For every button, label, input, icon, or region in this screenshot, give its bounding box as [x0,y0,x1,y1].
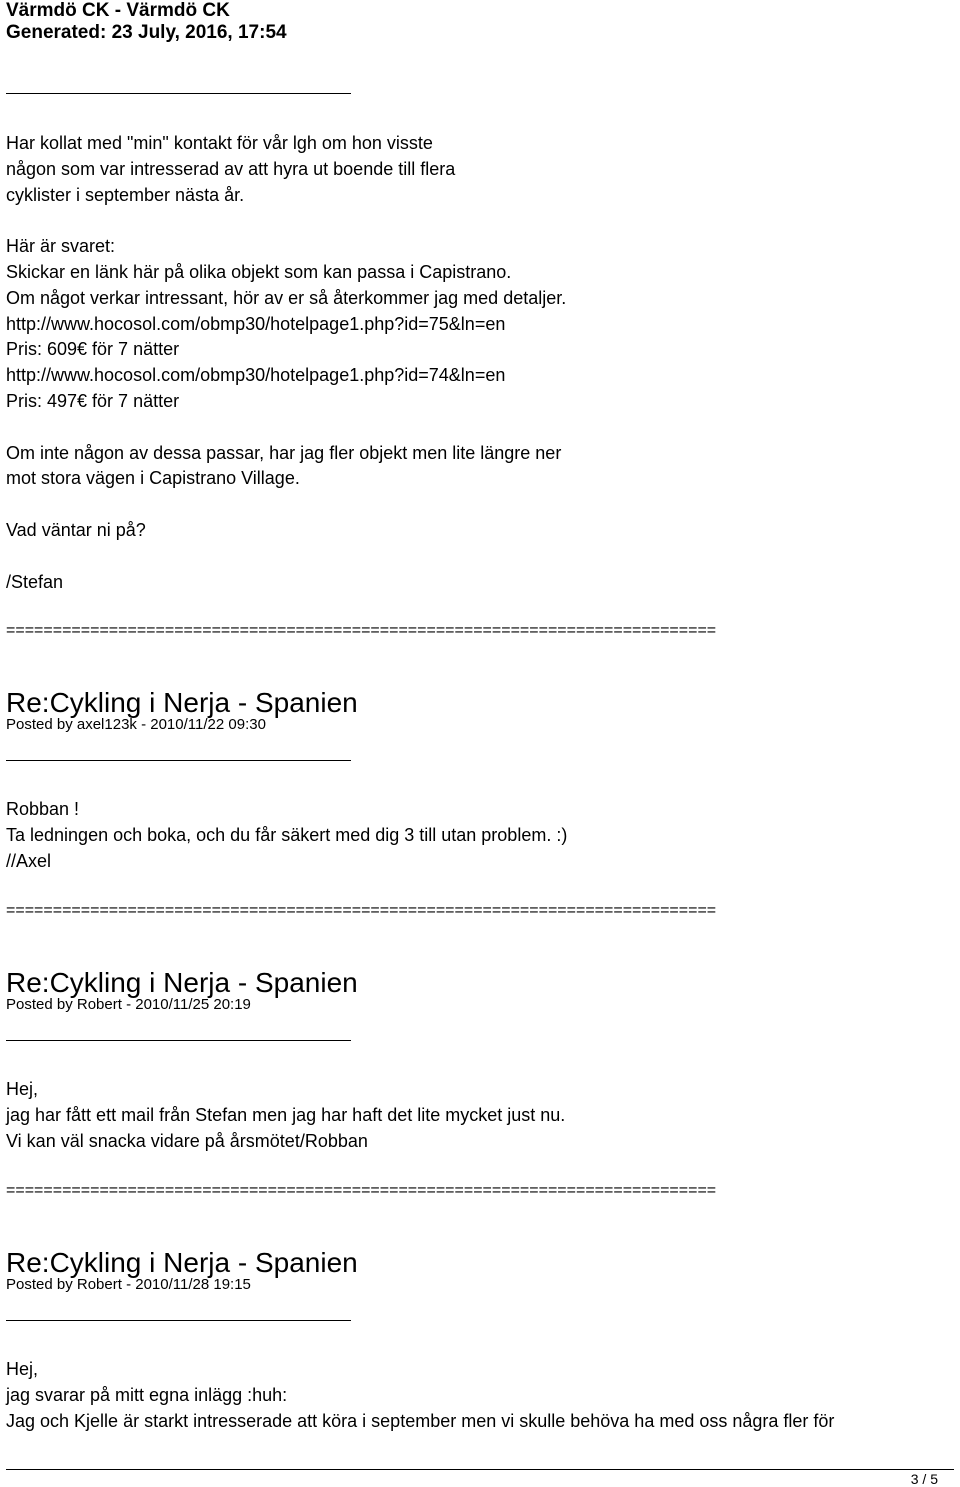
body-line: jag svarar på mitt egna inlägg :huh: [6,1384,288,1405]
body-line: Vad väntar ni på? [6,519,146,540]
body-line: Om något verkar intressant, hör av er så återkommer jag med detaljer. [6,287,567,308]
post-meta: Posted by Robert - 2010/11/28 19:15 [6,1276,251,1293]
body-line [6,544,566,570]
page-number: 3 / 5 [910,1471,938,1487]
body-line: Skickar en länk här på olika objekt som kan passa i Capistrano. [6,261,512,282]
post-separator: ============================================================================ [6,622,717,639]
footer-rule [6,1469,954,1470]
post-underline [6,1320,351,1321]
body-line [6,415,566,441]
body-line: Hej, [6,1359,39,1379]
body-line: Jag och Kjelle är starkt intresserade att köra i september men vi skulle behöva ha med oss några fler för [6,1410,835,1431]
body-link[interactable]: http://www.hocosol.com/obmp30/hotelpage1.php?id=75&ln=en [6,313,506,334]
post-underline [6,760,351,761]
post-separator: ============================================================================ [6,1182,717,1199]
post-separator: ============================================================================ [6,902,717,919]
post-title: Re:Cykling i Nerja - Spanien [6,687,358,718]
body-line [6,208,566,234]
body-line: Robban ! [6,799,80,819]
post-underline [6,1040,351,1041]
post-body [6,1077,565,1154]
document-header [6,0,287,44]
post-body-continued [6,131,566,595]
body-line: Hej, [6,1079,39,1099]
body-line: Ta ledningen och boka, och du får säkert med dig 3 till utan problem. :) [6,824,568,845]
body-line: Här är svaret: [6,236,116,257]
body-line: mot stora vägen i Capistrano Village. [6,468,300,489]
body-line: Pris: 609€ för 7 nätter [6,339,180,360]
body-line: någon som var intresserad av att hyra ut boende till flera [6,158,456,179]
body-line: Om inte någon av dessa passar, har jag fler objekt men lite längre ner [6,442,562,463]
header-underline [6,93,351,94]
post-body [6,797,567,874]
post-title: Re:Cykling i Nerja - Spanien [6,967,358,998]
body-line: Har kollat med "min" kontakt för vår lgh om hon visste [6,133,433,153]
post-meta: Posted by Robert - 2010/11/25 20:19 [6,996,251,1013]
post-meta: Posted by axel123k - 2010/11/22 09:30 [6,716,266,733]
body-line: Vi kan väl snacka vidare på årsmötet/Robban [6,1130,368,1151]
body-line: cyklister i september nästa år. [6,184,245,205]
body-line: Pris: 497€ för 7 nätter [6,390,180,411]
body-line: jag har fått ett mail från Stefan men jag har haft det lite mycket just nu. [6,1104,566,1125]
post-title: Re:Cykling i Nerja - Spanien [6,1247,358,1278]
document-title: Värmdö CK - Värmdö CK [6,0,230,21]
generated-timestamp: Generated: 23 July, 2016, 17:54 [6,22,287,43]
body-line: //Axel [6,850,52,871]
body-link[interactable]: http://www.hocosol.com/obmp30/hotelpage1.php?id=74&ln=en [6,365,506,386]
body-line [6,492,566,518]
body-line: /Stefan [6,571,64,592]
post-body [6,1357,834,1434]
